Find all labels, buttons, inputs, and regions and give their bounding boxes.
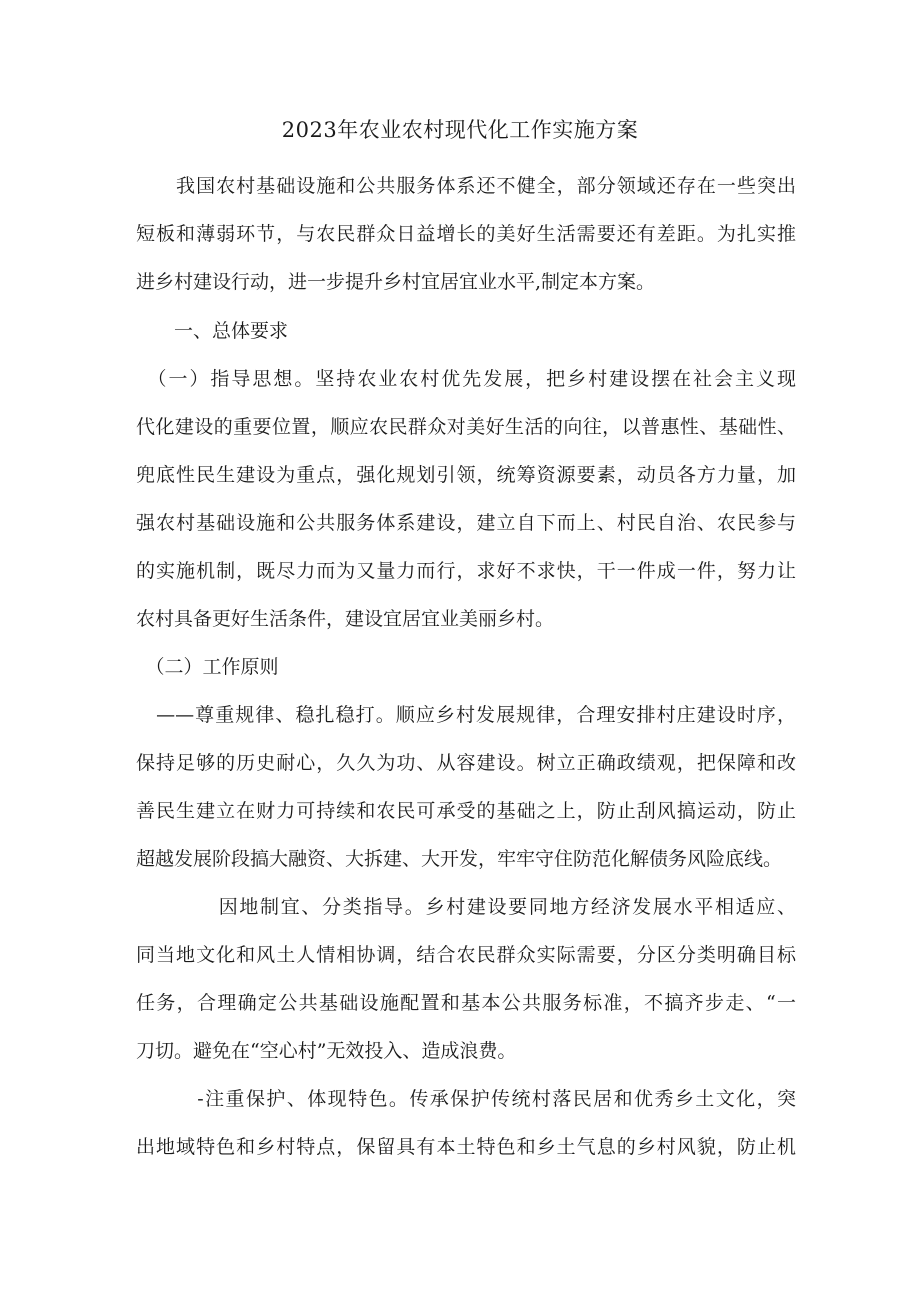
- document-title: 2023年农业农村现代化工作实施方案: [281, 118, 639, 142]
- section-heading-work-principles: [136, 643, 796, 691]
- text-line: 刀切。避免在“空心村”无效投入、造成浪费。: [136, 1040, 517, 1062]
- text-line: 因地制宜、分类指导。乡村建设要同地方经济发展水平相适应、: [136, 896, 796, 918]
- text-line: （二）工作原则: [136, 656, 279, 678]
- text-line: 一、总体要求: [136, 320, 289, 342]
- text-line: 代化建设的重要位置，顺应农民群众对美好生活的向往，以普惠性、基础性、: [136, 416, 796, 438]
- text-line: 保持足够的历史耐心，久久为功、从容建设。树立正确政绩观，把保障和改: [136, 752, 796, 774]
- text-line: 短板和薄弱环节，与农民群众日益增长的美好生活需要还有差距。为扎实推: [136, 223, 796, 245]
- text-line: 我国农村基础设施和公共服务体系还不健全，部分领域还存在一些突出: [136, 175, 796, 197]
- text-line: 进乡村建设行动，进一步提升乡村宜居宜业水平,制定本方案。: [136, 271, 656, 293]
- paragraph-principle-local-conditions: [136, 883, 796, 1075]
- text-line: 同当地文化和风土人情相协调，结合农民群众实际需要，分区分类明确目标: [136, 944, 796, 966]
- text-line: 强农村基础设施和公共服务体系建设，建立自下而上、村民自治、农民参与: [136, 512, 796, 534]
- text-line: 超越发展阶段搞大融资、大拆建、大开发，牢牢守住防范化解债务风险底线。: [136, 848, 783, 870]
- paragraph-principle-respect-laws: [136, 691, 796, 883]
- text-line: 出地域特色和乡村特点，保留具有本土特色和乡土气息的乡村风貌，防止机: [136, 1136, 796, 1158]
- text-line: ——尊重规律、稳扎稳打。顺应乡村发展规律，合理安排村庄建设时序，: [136, 704, 796, 726]
- text-line: （一）指导思想。坚持农业农村优先发展，把乡村建设摆在社会主义现: [136, 368, 796, 390]
- text-line: 兜底性民生建设为重点，强化规划引领，统筹资源要素，动员各方力量，加: [136, 464, 796, 486]
- paragraph-principle-protection: [136, 1075, 796, 1171]
- paragraph-guiding-ideology: [136, 355, 796, 643]
- text-line: 农村具备更好生活条件，建设宜居宜业美丽乡村。: [136, 608, 555, 630]
- text-line: 任务，合理确定公共基础设施配置和基本公共服务标准，不搞齐步走、“一: [136, 992, 796, 1014]
- text-line: 的实施机制，既尽力而为又量力而行，求好不求快，干一件成一件，努力让: [136, 560, 796, 582]
- paragraph-intro: [136, 162, 796, 306]
- text-line: -注重保护、体现特色。传承保护传统村落民居和优秀乡土文化，突: [136, 1088, 796, 1110]
- section-heading-overall-requirements: [136, 307, 796, 355]
- text-line: 善民生建立在财力可持续和农民可承受的基础之上，防止刮风搞运动，防止: [136, 800, 796, 822]
